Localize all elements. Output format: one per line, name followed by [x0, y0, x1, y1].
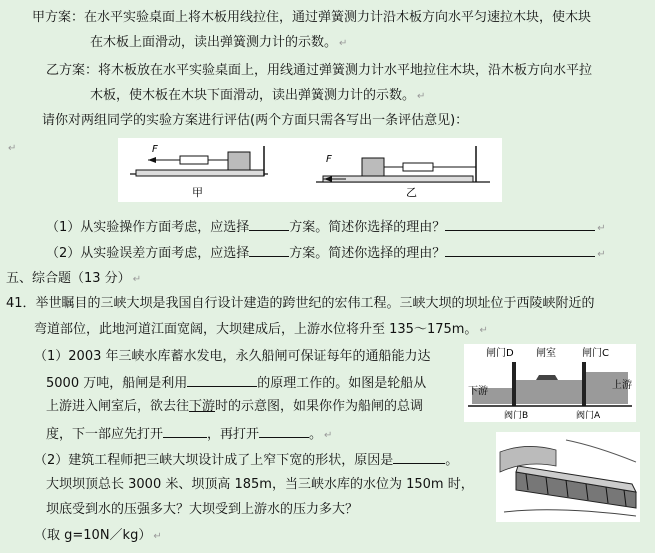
q1-reason-blank[interactable] [445, 218, 595, 231]
downstream-label: 下游 [468, 386, 488, 397]
figure-label-yi: 乙 [406, 186, 417, 199]
gate-c-label: 闸门C [582, 348, 609, 359]
question-1: （1）从实验操作方面考虑，应选择 方案。简述你选择的理由？ ↵ [46, 220, 606, 235]
sub1-line2: 5000 万吨，船闸是利用 的原理工作的。如图是轮船从 [46, 376, 427, 391]
q41-line2: 弯道部位，此地河道江面宽阔，大坝建成后，上游水位将升至 135～175m。 ↵ [34, 322, 488, 337]
valve-b-label: 阀门B [504, 411, 529, 421]
upstream-label: 上游 [612, 380, 632, 391]
dam-shape-reason-blank[interactable] [393, 451, 445, 464]
sub1-line4: 度，下一部应先打开 ，再打开 。 ↵ [46, 427, 333, 442]
plan-b-line1: 乙方案：将木板放在水平实验桌面上，用线通过弹簧测力计水平地拉住木块，沿木板方向水平拉 [46, 63, 593, 78]
q2-plan-blank[interactable] [249, 244, 289, 257]
downstream-underlined: 下游 [189, 399, 216, 414]
dam-illustration [496, 432, 640, 522]
ship-lock-figure [464, 344, 636, 422]
sub2-line2: 大坝坝顶总长 3000 米、坝顶高 185m，当三峡水库的水位为 150m 时， [46, 477, 474, 492]
force-label-left: F [152, 144, 158, 155]
sub1-line3: 上游进入闸室后，欲去往下游时的示意图，如果你作为船闸的总调 [46, 399, 424, 414]
gate-d-label: 闸门D [486, 348, 514, 359]
first-open-blank[interactable] [163, 425, 207, 438]
q41-line1: 41．举世瞩目的三峡大坝是我国自行设计建造的跨世纪的宏伟工程。三峡大坝的坝址位于西陵峡附近的 [6, 296, 595, 311]
section-five-heading: 五、综合题（13 分） ↵ [6, 271, 142, 286]
sub1-line1: （1）2003 年三峡水库蓄水发电，永久船闸可保证每年的通船能力达 [34, 349, 431, 364]
plan-a-line1: 甲方案：在水平实验桌面上将木板用线拉住，通过弹簧测力计沿木板方向水平匀速拉木块，使木块 [32, 10, 592, 25]
q1-plan-blank[interactable] [249, 218, 289, 231]
paragraph-mark: ↵ [339, 38, 348, 49]
sub2-line1: （2）建筑工程师把三峡大坝设计成了上窄下宽的形状，原因是 。 [34, 453, 459, 468]
second-open-blank[interactable] [259, 425, 309, 438]
friction-experiment-figure [118, 138, 502, 202]
plan-a-line2: 在木板上面滑动，读出弹簧测力计的示数。 ↵ [90, 35, 348, 50]
question-2: （2）从实验误差方面考虑，应选择 方案。简述你选择的理由？ ↵ [46, 246, 606, 261]
valve-a-label: 阀门A [576, 411, 601, 421]
figure-label-jia: 甲 [192, 186, 203, 199]
sub2-line3: 坝底受到水的压强多大？大坝受到上游水的压力多大？ [46, 502, 359, 517]
plan-b-line2: 木板，使木板在木块下面滑动，读出弹簧测力计的示数。 ↵ [90, 88, 426, 103]
chamber-label: 闸室 [536, 348, 556, 359]
empty-paragraph: ↵ [8, 143, 17, 154]
lock-principle-blank[interactable] [187, 374, 257, 387]
evaluate-prompt: 请你对两组同学的实验方案进行评估(两个方面只需各写出一条评估意见)： [42, 113, 469, 128]
q2-reason-blank[interactable] [445, 244, 595, 257]
sub2-line4: （取 g=10N／kg） ↵ [34, 528, 162, 543]
force-label-right: F [326, 154, 332, 165]
